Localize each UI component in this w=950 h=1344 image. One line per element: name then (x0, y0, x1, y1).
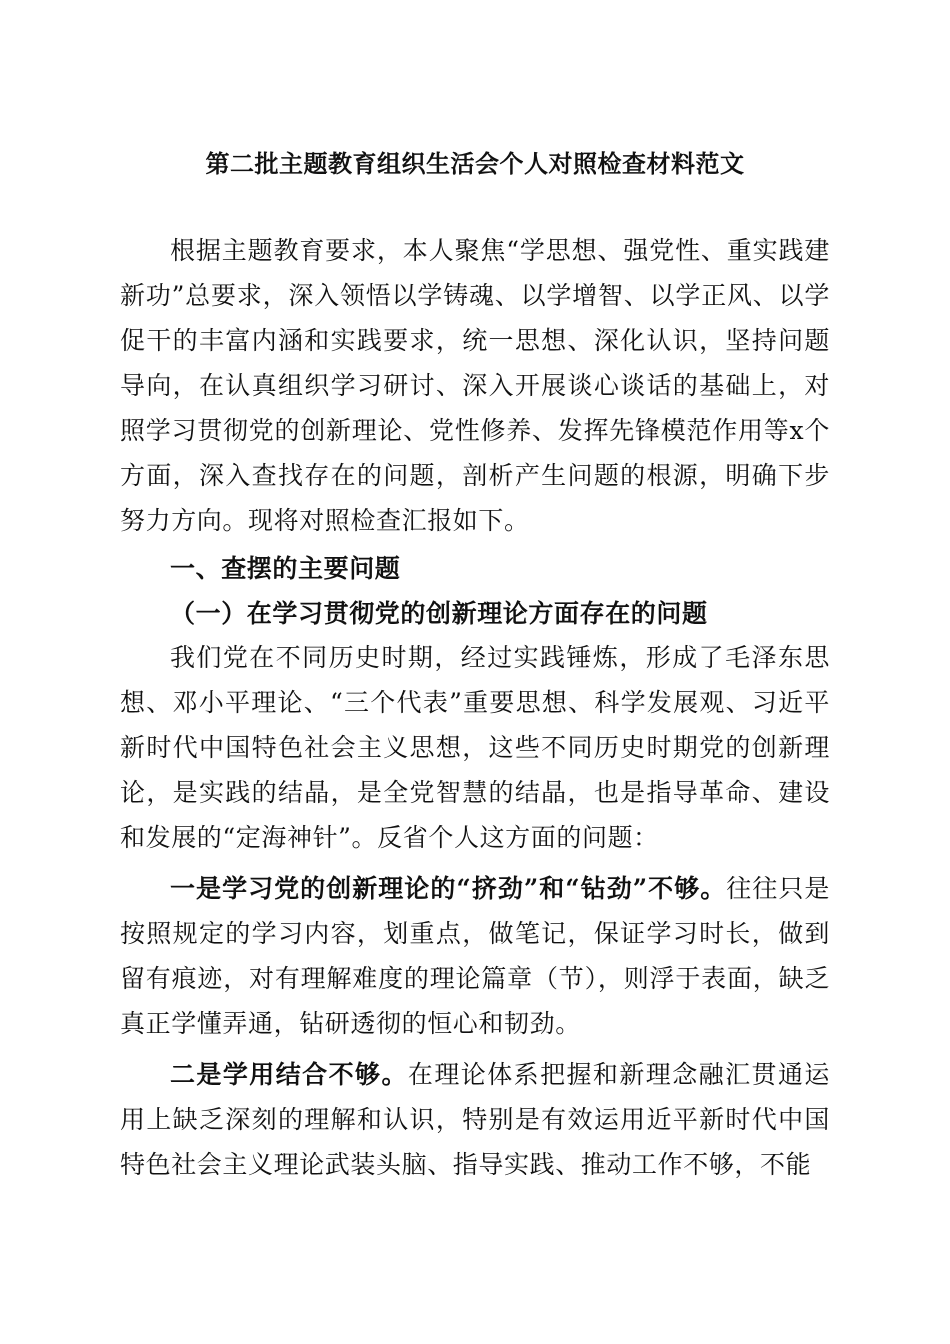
intro-paragraph: 根据主题教育要求，本人聚焦“学思想、强党性、重实践建新功”总要求，深入领悟以学铸魂、以学增智、以学正风、以学促干的丰富内涵和实践要求，统一思想、深化认识，坚持问题导向，在认真组织学习研讨、深入开展谈心谈话的基础上，对照学习贯彻党的创新理论、党性修养、发挥先锋模范作用等x个方面，深入查找存在的问题，剖析产生问题的根源，明确下步努力方向。现将对照检查汇报如下。 (120, 236, 830, 535)
paragraph-lead: 二是学用结合不够。 (170, 1060, 408, 1089)
document-title: 第二批主题教育组织生活会个人对照检查材料范文 (205, 149, 745, 178)
body-paragraph (120, 866, 830, 1046)
paragraph-body: 往往只是按照规定的学习内容，划重点，做笔记，保证学习时长，做到留有痕迹，对有理解难度的理论篇章（节），则浮于表面，缺乏真正学懂弄通，钻研透彻的恒心和韧劲。 (120, 874, 830, 1038)
document-body (120, 228, 830, 1187)
paragraph-body: 在理论体系把握和新理念融汇贯通运用上缺乏深刻的理解和认识，特别是有效运用近平新时代中国特色社会主义理论武装头脑、指导实践、推动工作不够，不能 (120, 1060, 830, 1179)
body-paragraph (120, 1052, 830, 1187)
subsection-heading: （一）在学习贯彻党的创新理论方面存在的问题 (170, 599, 708, 628)
section-heading: 一、查摆的主要问题 (170, 554, 401, 583)
paragraph-lead: 一是学习党的创新理论的“挤劲”和“钻劲”不够。 (170, 874, 727, 903)
body-paragraph: 我们党在不同历史时期，经过实践锤炼，形成了毛泽东思想、邓小平理论、“三个代表”重要思想、科学发展观、习近平新时代中国特色社会主义思想，这些不同历史时期党的创新理论，是实践的结晶，是全党智慧的结晶，也是指导革命、建设和发展的“定海神针”。反省个人这方面的问题： (120, 643, 830, 852)
